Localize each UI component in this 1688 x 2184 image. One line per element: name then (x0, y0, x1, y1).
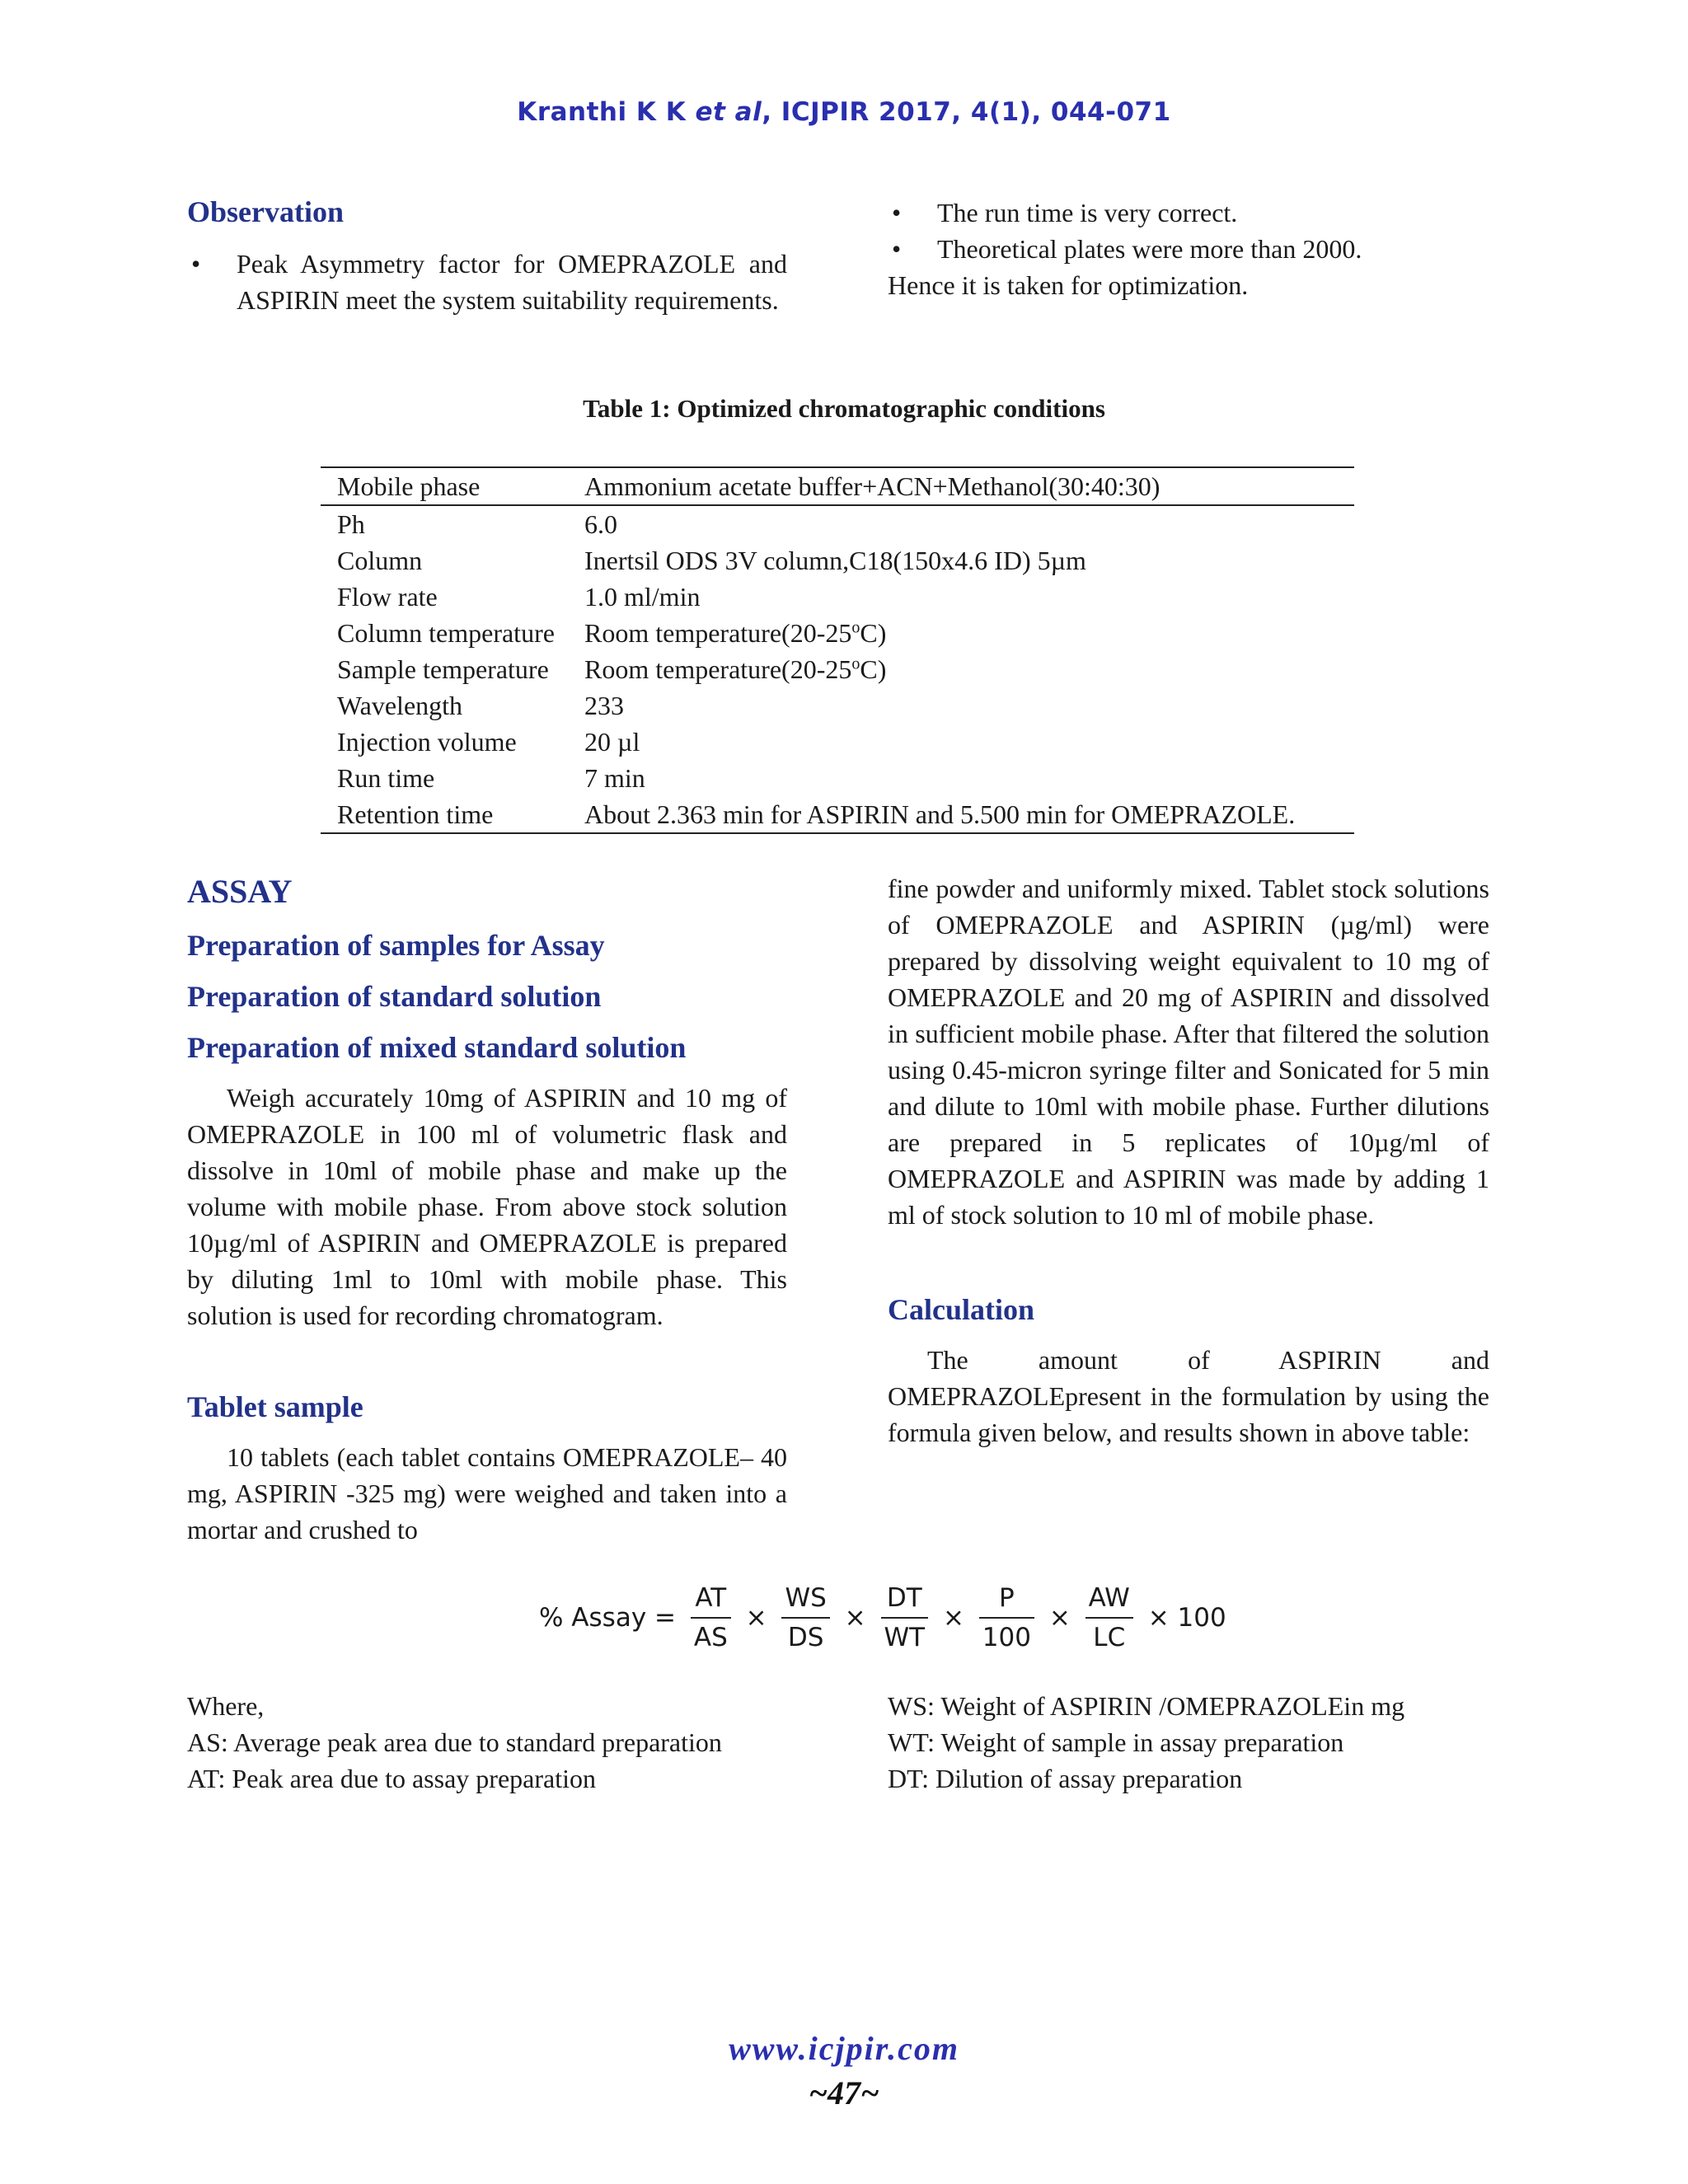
value-part: C) (860, 618, 887, 648)
table-cell-value: 7 min (584, 763, 645, 793)
table-cell-value: 233 (584, 691, 624, 720)
table-cell-label: Retention time (321, 796, 578, 833)
list-item: • Theoretical plates were more than 2000. (888, 231, 1514, 267)
definition-item: WS: Weight of ASPIRIN /OMEPRAZOLEin mg (888, 1691, 1405, 1721)
times-sign: × (942, 1603, 964, 1633)
table-cell-value (578, 615, 1354, 651)
header-citation: , ICJPIR 2017, 4(1), 044-071 (762, 97, 1171, 127)
fraction (881, 1582, 929, 1653)
denominator: 100 (982, 1623, 1031, 1652)
header-etal: et al (695, 97, 762, 127)
fraction (979, 1582, 1034, 1653)
table-row (321, 542, 1354, 579)
value-part: C) (860, 654, 887, 684)
table-row (321, 796, 1354, 833)
table-cell-value (578, 651, 1354, 687)
table-row (321, 724, 1354, 760)
table-row (321, 687, 1354, 724)
table-cell-label: Injection volume (337, 727, 517, 757)
definition-item: DT: Dilution of assay preparation (888, 1764, 1243, 1793)
table-caption: Table 1: Optimized chromatographic conditions (583, 394, 1105, 423)
table-cell-label: Flow rate (337, 582, 438, 612)
definitions-left (187, 1688, 722, 1797)
tablet-paragraph: 10 tablets (each tablet contains OMEPRAZOLE– 40 mg, ASPIRIN -325 mg) were weighed and taken into a mortar and crushed to (187, 1442, 787, 1544)
table-cell-value: About 2.363 min for ASPIRIN and 5.500 min for OMEPRAZOLE. (578, 796, 1354, 833)
definitions-right (888, 1688, 1404, 1797)
table-cell-value: 1.0 ml/min (584, 582, 701, 612)
running-header (0, 97, 1688, 127)
table-row (321, 651, 1354, 687)
list-item: • The run time is very correct. (888, 194, 1514, 231)
degree-sup: o (851, 618, 860, 637)
formula-lhs: % Assay = (539, 1603, 676, 1633)
observation-list-right (888, 194, 1514, 267)
list-item: • Peak Asymmetry factor for OMEPRAZOLE and ASPIRIN meet the system suitability requirements. (187, 246, 787, 318)
numerator: WS (781, 1582, 829, 1619)
tablet-paragraph-continued: fine powder and uniformly mixed. Tablet stock solutions of OMEPRAZOLE and ASPIRIN (µg/ml) were prepared by dissolving weight equivalent to 10 mg of OMEPRAZOLE and 20 mg of ASPIRIN and dissolved in sufficient mobile phase. After that filtered the solution using 0.45-micron syringe filter and Sonicated for 5 min and dilute to 10ml with mobile phase. Further dilutions are prepared in 5 replicates of 10µg/ml of OMEPRAZOLE and ASPIRIN was made by adding 1 ml of stock solution to 10 ml of mobile phase. (888, 874, 1489, 1230)
table-cell-label: Sample temperature (337, 654, 549, 684)
standard-heading: Preparation of standard solution (187, 980, 602, 1013)
numerator: DT (881, 1582, 929, 1619)
table-cell-label: Ph (337, 509, 365, 539)
table-cell-value: 6.0 (584, 509, 617, 539)
value-part: Room temperature(20-25 (584, 654, 852, 684)
table-row (321, 579, 1354, 615)
denominator: DS (787, 1623, 824, 1652)
observation-heading: Observation (187, 195, 345, 228)
table-cell-label: Column (337, 546, 423, 575)
where-label: Where, (187, 1691, 265, 1721)
mixed-standard-heading: Preparation of mixed standard solution (187, 1031, 687, 1064)
page-number: ~47~ (809, 2074, 879, 2111)
table-cell-label: Wavelength (337, 691, 463, 720)
calculation-paragraph: The amount of ASPIRIN and OMEPRAZOLEpresent in the formulation by using the formula given below, and results shown in above table: (888, 1345, 1489, 1447)
table-cell-label: Run time (337, 763, 435, 793)
table-row (321, 615, 1354, 651)
fraction (1085, 1582, 1133, 1653)
value-part: Room temperature(20-25 (584, 618, 852, 648)
numerator: P (979, 1582, 1034, 1619)
header-authors: Kranthi K K (517, 97, 696, 127)
conditions-table (321, 466, 1354, 834)
observation-list-left (187, 246, 787, 318)
definition-item: AS: Average peak area due to standard preparation (187, 1727, 722, 1757)
table-row (321, 760, 1354, 796)
table-cell-label: Mobile phase (321, 467, 578, 505)
table-cell-value: 20 µl (584, 727, 640, 757)
times-sign: × (745, 1603, 767, 1633)
numerator: AW (1085, 1582, 1133, 1619)
mixed-standard-paragraph: Weigh accurately 10mg of ASPIRIN and 10 mg of OMEPRAZOLE in 100 ml of volumetric flask and dissolve in 10ml of mobile phase and make up the volume with mobile phase. From above stock solution 10µg/ml of ASPIRIN and OMEPRAZOLE is prepared by diluting 1ml to 10ml with mobile phase. This solution is used for recording chromatogram. (187, 1083, 787, 1330)
calculation-heading: Calculation (888, 1293, 1035, 1326)
tablet-heading: Tablet sample (187, 1390, 363, 1423)
denominator: WT (884, 1623, 926, 1652)
samples-heading: Preparation of samples for Assay (187, 929, 605, 962)
table-cell-value: Inertsil ODS 3V column,C18(150x4.6 ID) 5µm (584, 546, 1086, 575)
assay-heading: ASSAY (187, 873, 293, 910)
numerator: AT (691, 1582, 731, 1619)
assay-formula (536, 1582, 1230, 1653)
times-sign: × (1048, 1603, 1071, 1633)
definition-item: AT: Peak area due to assay preparation (187, 1764, 596, 1793)
table-row (321, 505, 1354, 542)
table-cell-label: Column temperature (337, 618, 555, 648)
denominator: LC (1093, 1623, 1126, 1652)
formula-tail: × 100 (1147, 1603, 1226, 1633)
table-row (321, 467, 1354, 505)
observation-conclusion: Hence it is taken for optimization. (888, 270, 1249, 300)
fraction (691, 1582, 731, 1653)
footer-url[interactable]: www.icjpir.com (729, 2030, 959, 2067)
degree-sup: o (851, 654, 860, 673)
times-sign: × (844, 1603, 866, 1633)
denominator: AS (693, 1623, 728, 1652)
fraction (781, 1582, 829, 1653)
definition-item: WT: Weight of sample in assay preparation (888, 1727, 1344, 1757)
table-cell-value: Ammonium acetate buffer+ACN+Methanol(30:40:30) (578, 467, 1354, 505)
